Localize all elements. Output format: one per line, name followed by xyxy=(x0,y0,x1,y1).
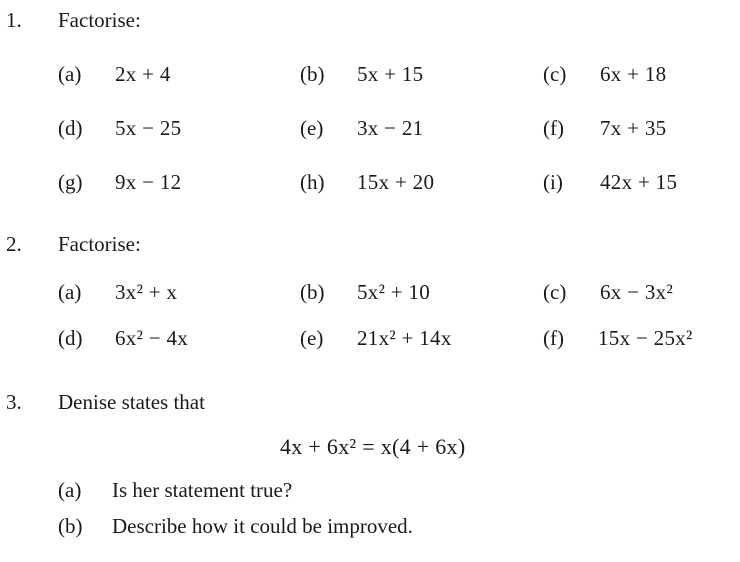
q3-equation: 4x + 6x² = x(4 + 6x) xyxy=(280,434,466,459)
q3-part-label: (b) xyxy=(58,514,83,538)
q1-part-expression: 3x − 21 xyxy=(357,116,424,140)
q2-part-label: (e) xyxy=(300,326,324,350)
question-2-number: 2. xyxy=(6,232,22,256)
q1-part-label: (a) xyxy=(58,62,82,86)
q2-part-label: (c) xyxy=(543,280,567,304)
q3-part-text: Is her statement true? xyxy=(112,478,293,502)
q1-part-label: (c) xyxy=(543,62,567,86)
q2-part-expression: 6x − 3x² xyxy=(600,280,674,304)
question-2-title: Factorise: xyxy=(58,232,141,256)
q1-part-expression: 15x + 20 xyxy=(357,170,435,194)
q2-part-expression: 21x² + 14x xyxy=(357,326,452,350)
question-1-title: Factorise: xyxy=(58,8,141,32)
q1-part-expression: 9x − 12 xyxy=(115,170,182,194)
question-1-number: 1. xyxy=(6,8,22,32)
q2-part-label: (f) xyxy=(543,326,564,350)
q2-part-label: (b) xyxy=(300,280,325,304)
question-3-intro: Denise states that xyxy=(58,390,205,414)
q1-part-label: (i) xyxy=(543,170,563,194)
q1-part-label: (d) xyxy=(58,116,83,140)
q1-part-label: (e) xyxy=(300,116,324,140)
q2-part-expression: 5x² + 10 xyxy=(357,280,431,304)
q2-part-label: (a) xyxy=(58,280,82,304)
q1-part-label: (b) xyxy=(300,62,325,86)
q1-part-expression: 5x + 15 xyxy=(357,62,424,86)
q3-part-text: Describe how it could be improved. xyxy=(112,514,413,538)
q1-part-expression: 6x + 18 xyxy=(600,62,667,86)
q1-part-expression: 42x + 15 xyxy=(600,170,678,194)
q1-part-label: (h) xyxy=(300,170,325,194)
q1-part-expression: 2x + 4 xyxy=(115,62,171,86)
q2-part-expression: 15x − 25x² xyxy=(598,326,693,350)
question-3-number: 3. xyxy=(6,390,22,414)
q1-part-label: (g) xyxy=(58,170,83,194)
q1-part-expression: 7x + 35 xyxy=(600,116,667,140)
q2-part-expression: 3x² + x xyxy=(115,280,178,304)
q2-part-label: (d) xyxy=(58,326,83,350)
q2-part-expression: 6x² − 4x xyxy=(115,326,189,350)
q1-part-expression: 5x − 25 xyxy=(115,116,182,140)
q1-part-label: (f) xyxy=(543,116,564,140)
q3-part-label: (a) xyxy=(58,478,82,502)
